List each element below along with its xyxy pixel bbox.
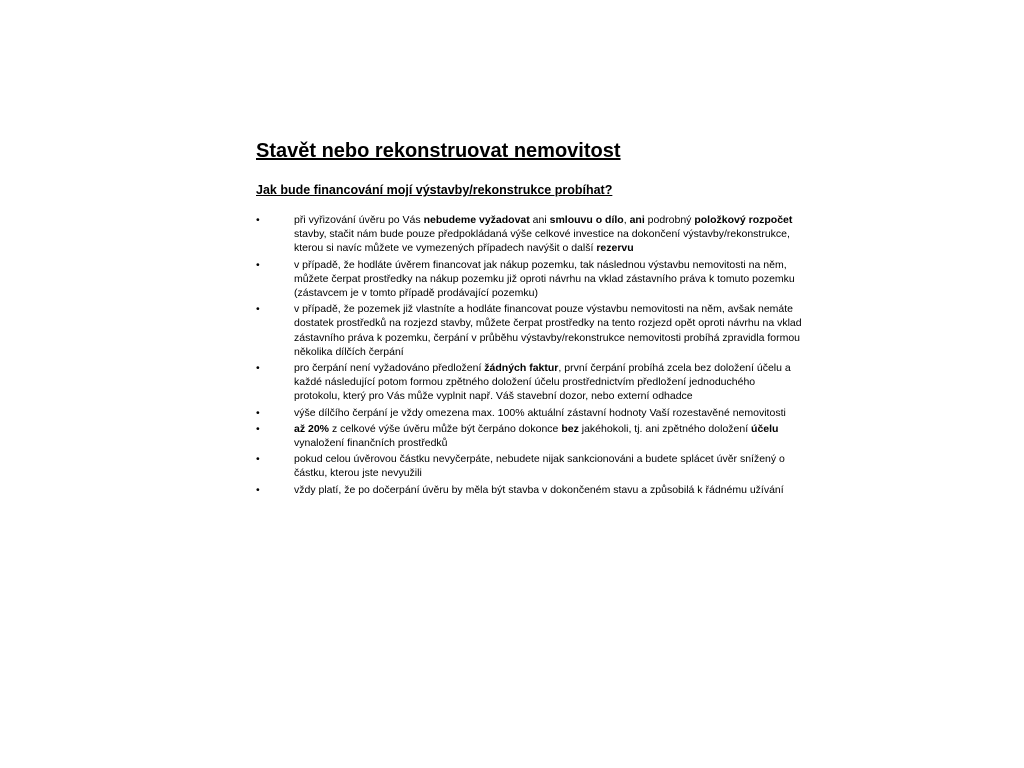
bullet-text <box>294 214 792 254</box>
bullet-text-run: vždy platí, že po dočerpání úvěru by měla být stavba v dokončeném stavu a způsobilá k řádnému užívání <box>294 483 784 496</box>
bullet-text <box>294 407 786 419</box>
bullet-text-run: ani <box>529 214 550 226</box>
bullet-marker: • <box>256 362 260 375</box>
bullet-text <box>294 423 778 449</box>
bullet-text-bold-run: smlouvu o dílo <box>549 214 624 226</box>
bullet-text <box>294 362 791 402</box>
bullet-text-bold-run: rezervu <box>596 242 634 255</box>
bullet-text-run: vynaložení finančních prostředků <box>294 437 448 450</box>
bullet-item <box>256 258 804 301</box>
bullet-item <box>256 483 804 497</box>
bullet-text-run: výše dílčího čerpání je vždy omezena max. 100% aktuální zástavní hodnoty Vaší rozestavěné nemovitosti <box>294 406 786 419</box>
bullet-text <box>294 453 785 479</box>
bullet-marker: • <box>256 258 260 271</box>
bullet-text-bold-run: žádných faktur <box>484 362 559 375</box>
bullet-marker: • <box>256 303 260 316</box>
bullet-text-run: z celkové výše úvěru může být čerpáno dokonce <box>329 422 562 435</box>
bullet-text-bold-run: nebudeme vyžadovat <box>423 214 530 226</box>
bullet-marker: • <box>256 453 260 466</box>
bullet-text-bold-run: ani <box>629 214 645 226</box>
bullet-text <box>294 303 802 358</box>
bullet-item <box>256 452 804 480</box>
bullet-marker: • <box>256 422 260 435</box>
bullet-text-run: v případě, že hodláte úvěrem financovat jak nákup pozemku, tak následnou výstavbu nemovitosti na něm, můžete čerpat prostředky na nákup pozemku již oproti návrhu na vklad zástavního práva k tomuto pozemku (zástavcem je v tomto případě prodávající pozemku) <box>294 258 795 300</box>
bullet-text-run: stavby, stačit nám bude pouze předpokládaná výše celkové investice na dokončení výstavby/rekonstrukce, kterou si navíc můžete ve vymezených případech navýšit o další <box>294 228 790 255</box>
bullet-text <box>294 259 795 299</box>
bullet-text-run: v případě, že pozemek již vlastníte a hodláte financovat pouze výstavbu nemovitosti na něm, avšak nemáte dostatek prostředků na rozjezd stavby, můžete čerpat prostředky na tento rozjezd opět oproti návrhu na vklad zástavního práva k pozemku, čerpání v průběhu výstavby/rekonstrukce nemovitosti probíhá zpravidla formou několika dílčích čerpání <box>294 303 802 358</box>
bullet-marker: • <box>256 406 260 419</box>
bullet-item <box>256 422 804 450</box>
bullet-item <box>256 361 804 404</box>
bullet-marker: • <box>256 214 260 226</box>
bullet-text-run: pro čerpání není vyžadováno předložení <box>294 362 485 375</box>
slide-title: Stavět nebo rekonstruovat nemovitost <box>256 140 621 162</box>
bullet-item <box>256 213 804 256</box>
bullet-text <box>294 484 784 496</box>
bullet-item <box>256 406 804 420</box>
bullet-text-bold-run: až 20% <box>294 422 330 435</box>
bullet-text-run: při vyřizování úvěru po Vás <box>294 214 424 226</box>
bullet-text-bold-run: bez <box>561 422 579 435</box>
bullet-text-bold-run: položkový rozpočet <box>694 214 793 226</box>
bullet-text-run: , <box>623 214 630 226</box>
slide-subtitle: Jak bude financování mojí výstavby/rekonstrukce probíhat? <box>256 183 613 197</box>
bullet-text-run: , první čerpání probíhá zcela bez doložení účelu a každé následující potom formou zpětného doložení účelu prostřednictvím předložení jednoduchého protokolu, který pro Vás může vyplnit např. Váš stavební dozor, nebo externí odhadce <box>294 362 791 403</box>
bullet-text-run: jakéhokoli, tj. ani zpětného doložení <box>578 422 752 435</box>
bullet-text-run: podrobný <box>644 214 695 226</box>
bullet-item <box>256 302 804 359</box>
bullet-marker: • <box>256 483 260 496</box>
bullet-text-run: pokud celou úvěrovou částku nevyčerpáte, nebudete nijak sankcionováni a budete splácet úvěr snížený o částku, kterou jste nevyužili <box>294 453 785 480</box>
bullet-list <box>256 213 804 499</box>
bullet-text-bold-run: účelu <box>751 422 779 435</box>
